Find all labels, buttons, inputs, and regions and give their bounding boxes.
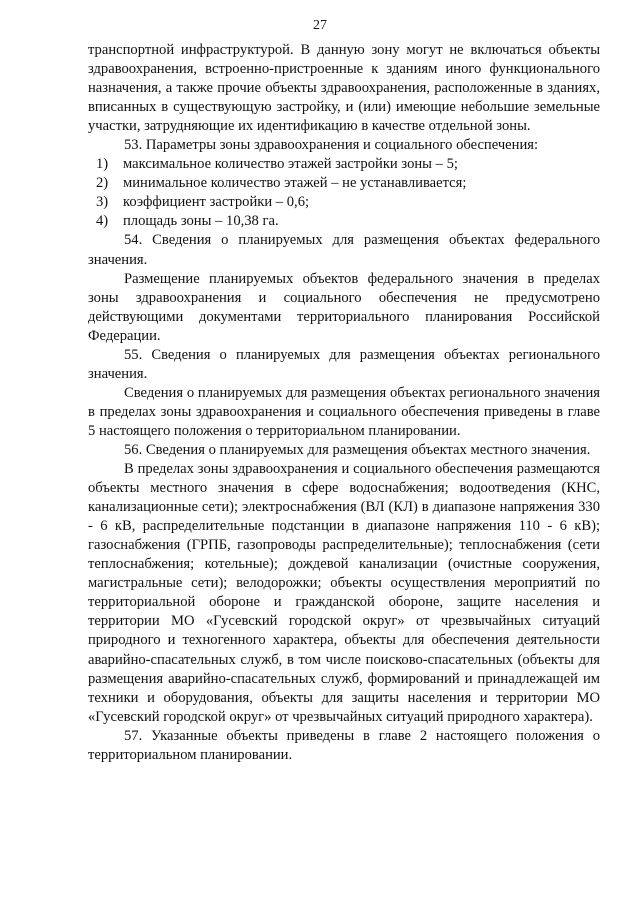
list-item-number: 3) bbox=[96, 194, 109, 211]
list-item-text: максимальное количество этажей застройки зоны – 5; bbox=[123, 156, 458, 173]
paragraph: 55. Сведения о планируемых для размещения объектах регионального значения. bbox=[88, 346, 600, 382]
list-item-text: минимальное количество этажей – не устанавливается; bbox=[123, 175, 467, 192]
document-body bbox=[88, 41, 600, 765]
list-item bbox=[88, 212, 600, 231]
paragraph: В пределах зоны здравоохранения и социального обеспечения размещаются объекты местного значения в сфере водоснабжения; водоотведения (КНС, канализационные сети); электроснабжения (ВЛ (КЛ) в диапазоне напряжения 330 - 6 кВ, распределительные подстанции в диапазоне напряжения 110 - 6 кВ); газоснабжения (ГРПБ, газопроводы распределительные); теплоснабжения (сети теплоснабжения; котельные); дождевой канализации (очистные сооружения, магистральные сети); велодорожки; объекты осуществления мероприятий по территориальной обороне и гражданской обороне, защите населения и территории МО «Гусевский городской округ» от чрезвычайных ситуаций природного и техногенного характера, объекты для обеспечения деятельности аварийно-спасательных служб, в том числе поисково-спасательных (объекты для размещения аварийно-спасательных служб, формирований и принадлежащей им техники и оборудования, объекты для защиты населения и территории МО «Гусевский городской округ» от чрезвычайных ситуаций природного характера). bbox=[88, 461, 600, 725]
page-number: 27 bbox=[313, 18, 327, 33]
list-item-number: 1) bbox=[96, 156, 109, 173]
paragraph: 57. Указанные объекты приведены в главе 2 настоящего положения о территориальном планировании. bbox=[88, 727, 600, 763]
list-item-text: коэффициент застройки – 0,6; bbox=[123, 194, 310, 211]
paragraph: Сведения о планируемых для размещения объектах регионального значения в пределах зоны здравоохранения и социального обеспечения приведены в главе 5 настоящего положения о территориальном планировании. bbox=[88, 384, 600, 439]
list-item bbox=[88, 174, 600, 193]
list-item bbox=[88, 193, 600, 212]
list-item bbox=[88, 155, 600, 174]
list-item-number: 4) bbox=[96, 213, 109, 230]
paragraph: транспортной инфраструктурой. В данную зону могут не включаться объекты здравоохранения, встроенно-пристроенные к зданиям иного функционального назначения, а также прочие объекты здравоохранения, расположенные в зданиях, вписанных в существующую застройку, и (или) имеющие небольшие земельные участки, затрудняющие их идентификацию в качестве отдельной зоны. bbox=[88, 42, 600, 135]
paragraph: Размещение планируемых объектов федерального значения в пределах зоны здравоохранения и социального обеспечения не предусмотрено действующими документами территориального планирования Российской Федерации. bbox=[88, 270, 600, 344]
paragraph: 56. Сведения о планируемых для размещения объектах местного значения. bbox=[124, 441, 591, 458]
list-item-text: площадь зоны – 10,38 га. bbox=[123, 213, 279, 230]
paragraph: 54. Сведения о планируемых для размещения объектах федерального значения. bbox=[88, 232, 600, 268]
paragraph: 53. Параметры зоны здравоохранения и социального обеспечения: bbox=[124, 137, 539, 154]
list-item-number: 2) bbox=[96, 175, 109, 192]
